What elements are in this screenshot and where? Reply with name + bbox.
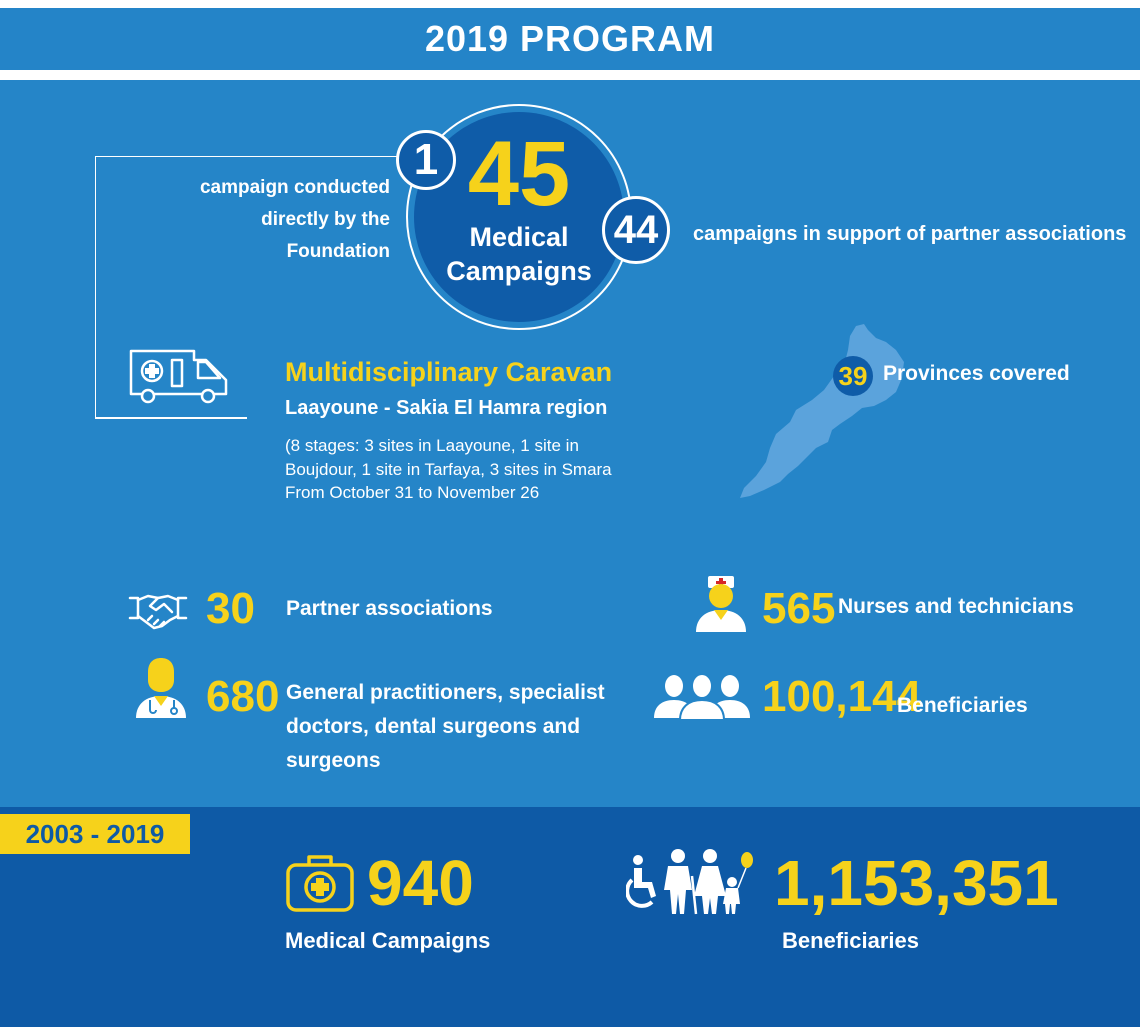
nurses-label: Nurses and technicians	[838, 595, 1074, 618]
nurse-icon	[694, 574, 748, 634]
medical-kit-icon	[285, 853, 355, 913]
handshake-icon	[128, 588, 188, 632]
doctors-label-line2: doctors, dental surgeons and	[286, 715, 581, 738]
page-title: 2019 PROGRAM	[424, 18, 716, 59]
caravan-details	[285, 434, 705, 505]
total-campaigns-label	[414, 220, 624, 288]
doctor-icon	[134, 658, 188, 720]
total-beneficiaries-label: Beneficiaries	[782, 928, 919, 953]
doctors-value: 680	[206, 672, 280, 721]
beneficiaries-label: Beneficiaries	[897, 694, 1028, 717]
morocco-map-icon	[736, 320, 912, 500]
total-campaigns-label-line2: Campaigns	[446, 256, 592, 286]
total-beneficiaries-value: 1,153,351	[774, 847, 1059, 919]
family-icon	[626, 846, 758, 916]
provinces-badge: 39	[833, 356, 873, 396]
partner-campaign-badge: 44	[602, 196, 670, 264]
ambulance-icon	[128, 348, 232, 404]
provinces-label: Provinces covered	[883, 362, 1070, 385]
period-badge: 2003 - 2019	[0, 814, 190, 854]
caravan-region: Laayoune - Sakia El Hamra region	[285, 397, 608, 419]
direct-campaign-label: campaign conducted directly by the Foundation	[199, 177, 390, 262]
partners-value: 30	[206, 584, 255, 633]
total-campaigns-period-label: Medical Campaigns	[285, 928, 491, 953]
caravan-details-line1: (8 stages: 3 sites in Laayoune, 1 site in	[285, 436, 579, 455]
connector-line-bottom	[95, 417, 247, 419]
caravan-details-line3: From October 31 to November 26	[285, 483, 540, 502]
partners-label: Partner associations	[286, 597, 493, 620]
beneficiaries-value: 100,144	[762, 672, 922, 721]
direct-campaign-badge: 1	[396, 130, 456, 190]
caravan-title: Multidisciplinary Caravan	[285, 357, 613, 387]
group-icon	[654, 672, 750, 720]
total-campaigns-label-line1: Medical	[469, 222, 569, 252]
doctors-label	[286, 676, 616, 778]
nurses-value: 565	[762, 584, 836, 633]
caravan-details-line2: Boujdour, 1 site in Tarfaya, 3 sites in Smara	[285, 459, 612, 479]
partner-campaign-label: campaigns in support of partner associations	[693, 223, 1127, 245]
doctors-label-line1: General practitioners, specialist	[286, 681, 605, 704]
doctors-label-line3: surgeons	[286, 749, 381, 772]
total-campaigns-value: 45	[467, 123, 571, 225]
total-campaigns-period-value: 940	[367, 847, 474, 919]
